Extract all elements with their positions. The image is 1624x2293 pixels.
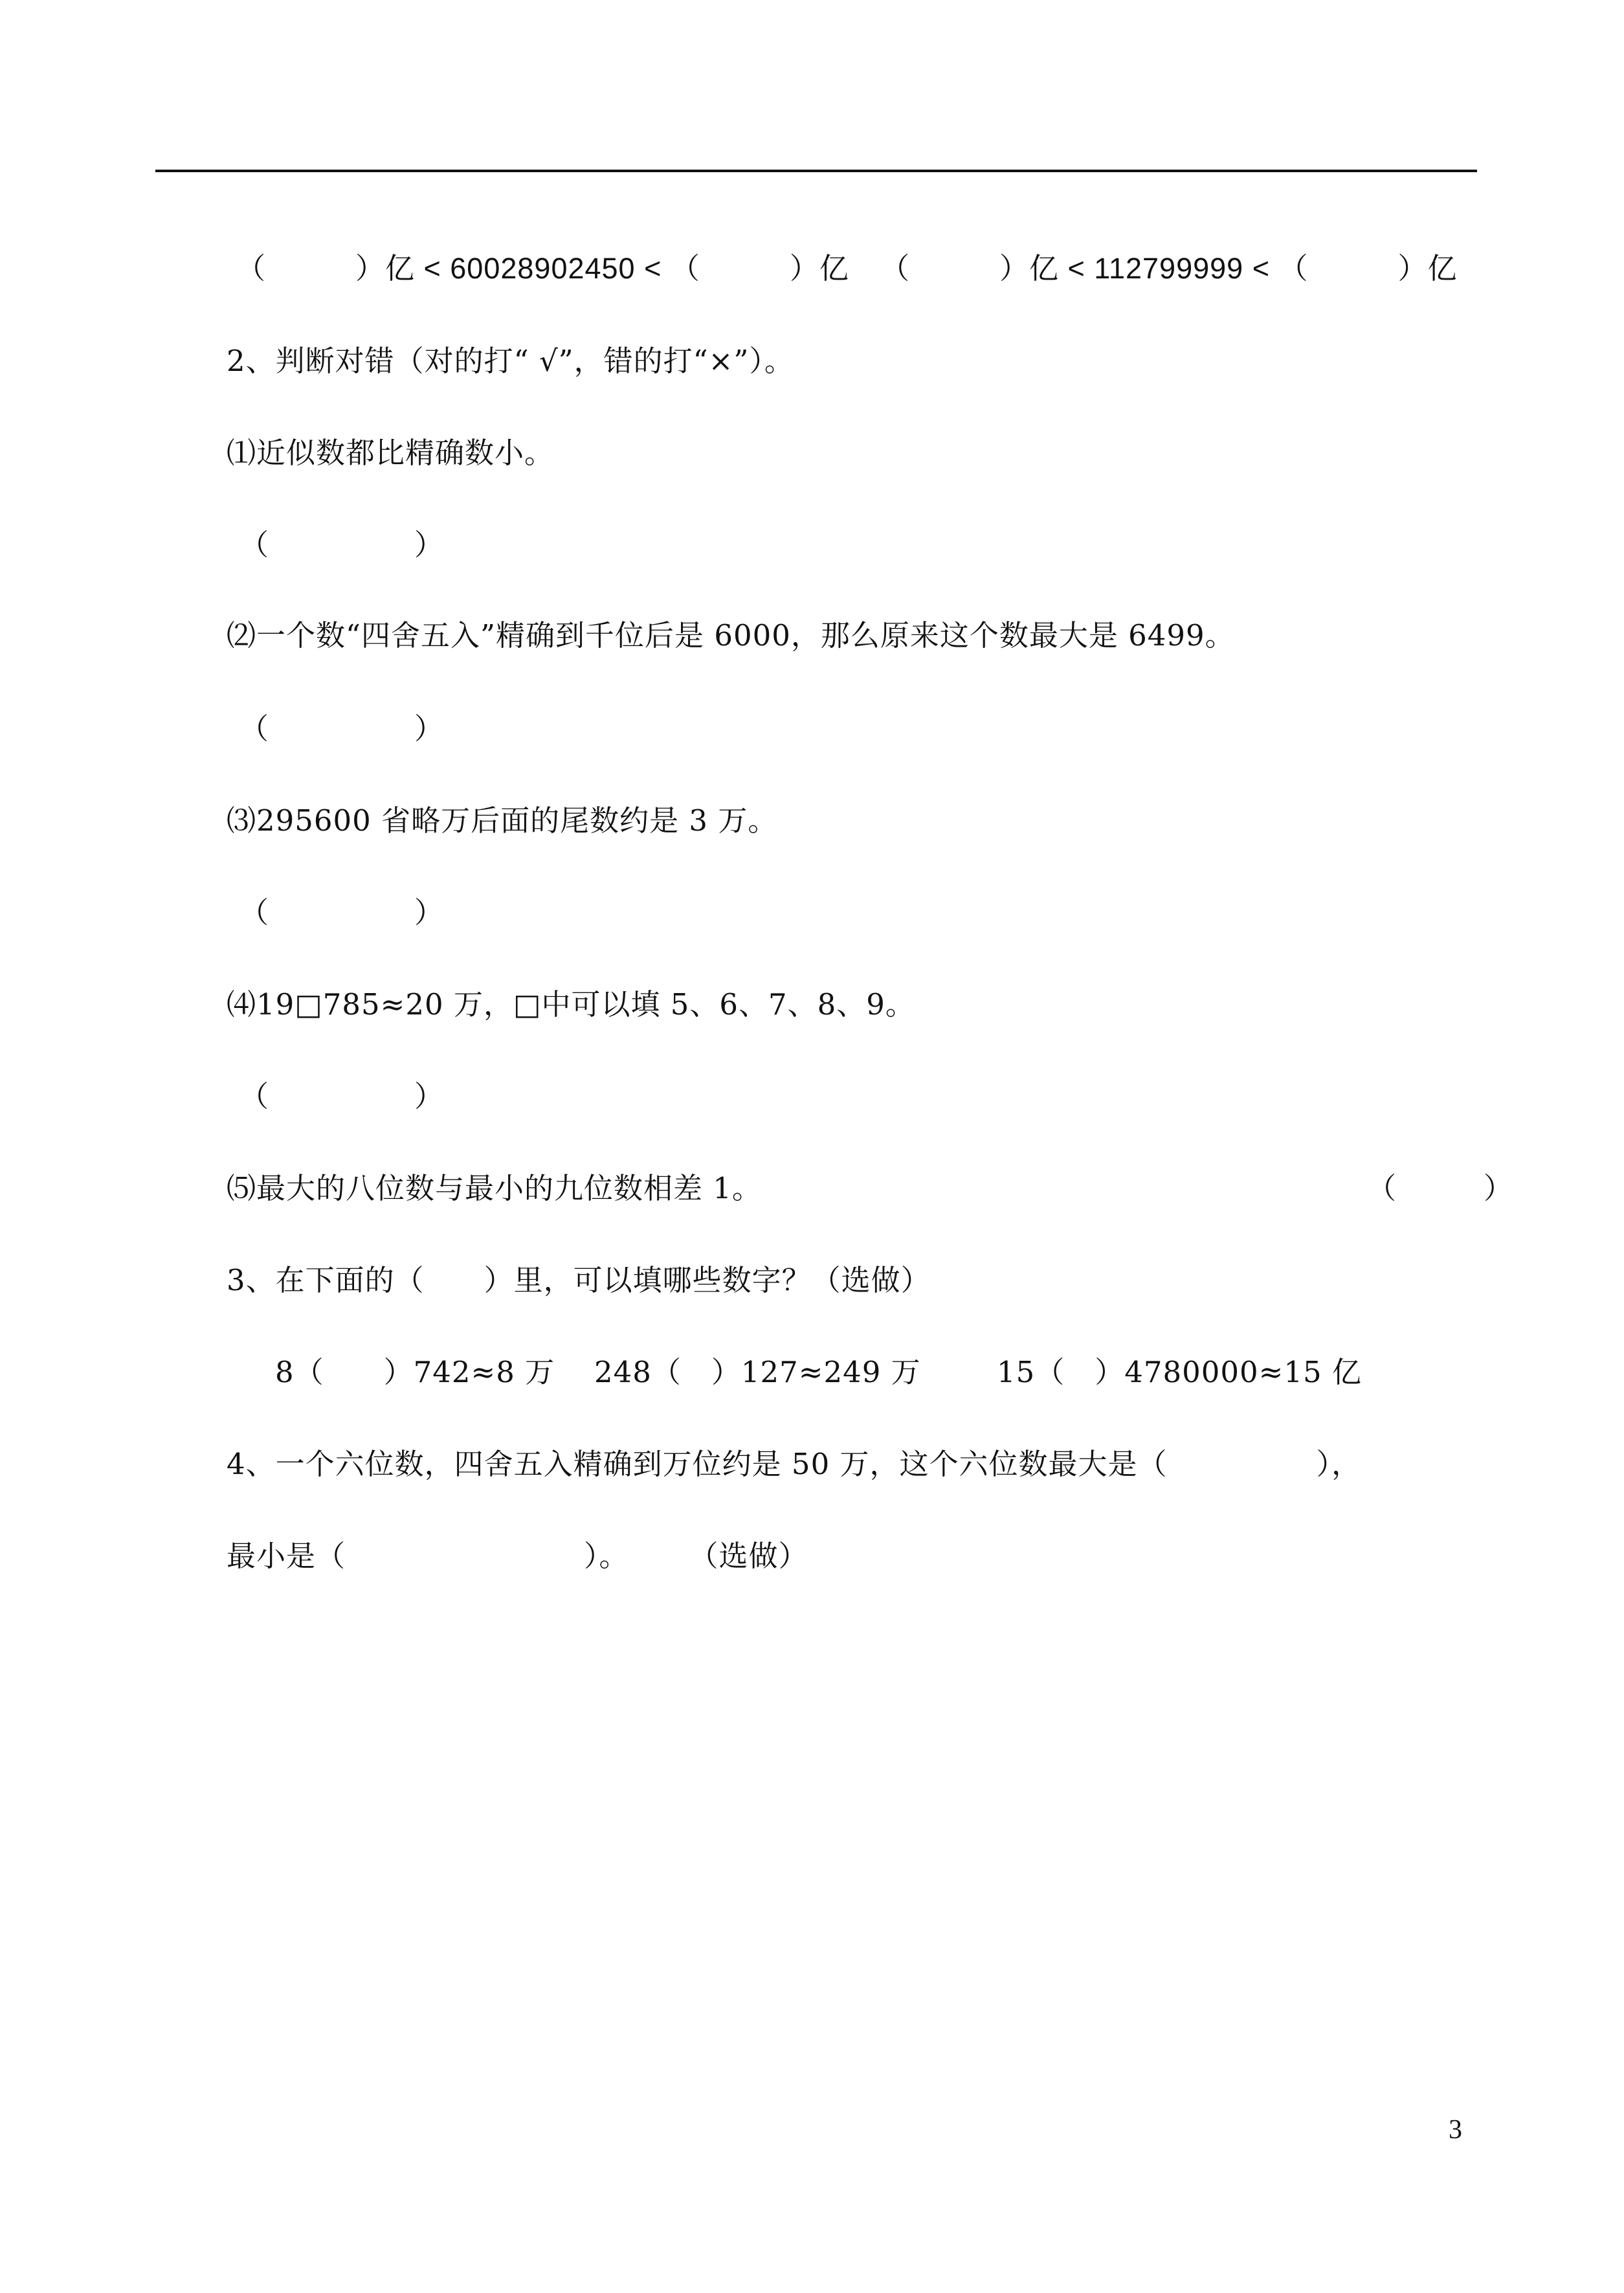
q3-heading: 3、在下面的（ ）里，可以填哪些数字？（选做）	[227, 1263, 931, 1297]
q2-item-1: ⑴近似数都比精确数小。	[227, 436, 555, 470]
q2-answer-blank-1[interactable]: （ ）	[239, 528, 444, 562]
q3-expr-3: 15（ ）4780000≈15 亿	[997, 1355, 1362, 1389]
q2-heading: 2、判断对错（对的打“ √”，错的打“×”）。	[227, 344, 794, 378]
q2-answer-blank-4[interactable]: （ ）	[239, 1079, 444, 1113]
q2-answer-blank-2[interactable]: （ ）	[239, 711, 444, 746]
q2-answer-blank-3[interactable]: （ ）	[239, 895, 444, 930]
q3-expr-1: 8（ ）742≈8 万	[275, 1355, 555, 1389]
compare-left: （ ）亿 < 60028902450 < （ ）亿	[236, 252, 849, 285]
header-rule	[155, 170, 1477, 172]
q3-expr-2: 248（ ）127≈249 万	[594, 1355, 921, 1389]
q4-line-2: 最小是（ ）。 （选做）	[227, 1539, 808, 1573]
q2-item-2: ⑵一个数“四舍五入”精确到千位后是 6000，那么原来这个数最大是 6499。	[227, 618, 1235, 653]
compare-right: （ ）亿 < 112799999 < （ ）亿	[880, 252, 1458, 285]
q2-item-5: ⑸最大的八位数与最小的九位数相差 1。	[227, 1171, 762, 1205]
q2-item-4: ⑷19□785≈20 万，□中可以填 5、6、7、8、9。	[227, 987, 915, 1022]
q2-item-3: ⑶295600 省略万后面的尾数约是 3 万。	[227, 803, 778, 838]
q2-answer-blank-5[interactable]: （ ）	[1367, 1171, 1513, 1205]
q4-line-1: 4、一个六位数，四舍五入精确到万位约是 50 万，这个六位数最大是（ ），	[227, 1447, 1362, 1481]
page-number: 3	[1449, 2115, 1462, 2145]
